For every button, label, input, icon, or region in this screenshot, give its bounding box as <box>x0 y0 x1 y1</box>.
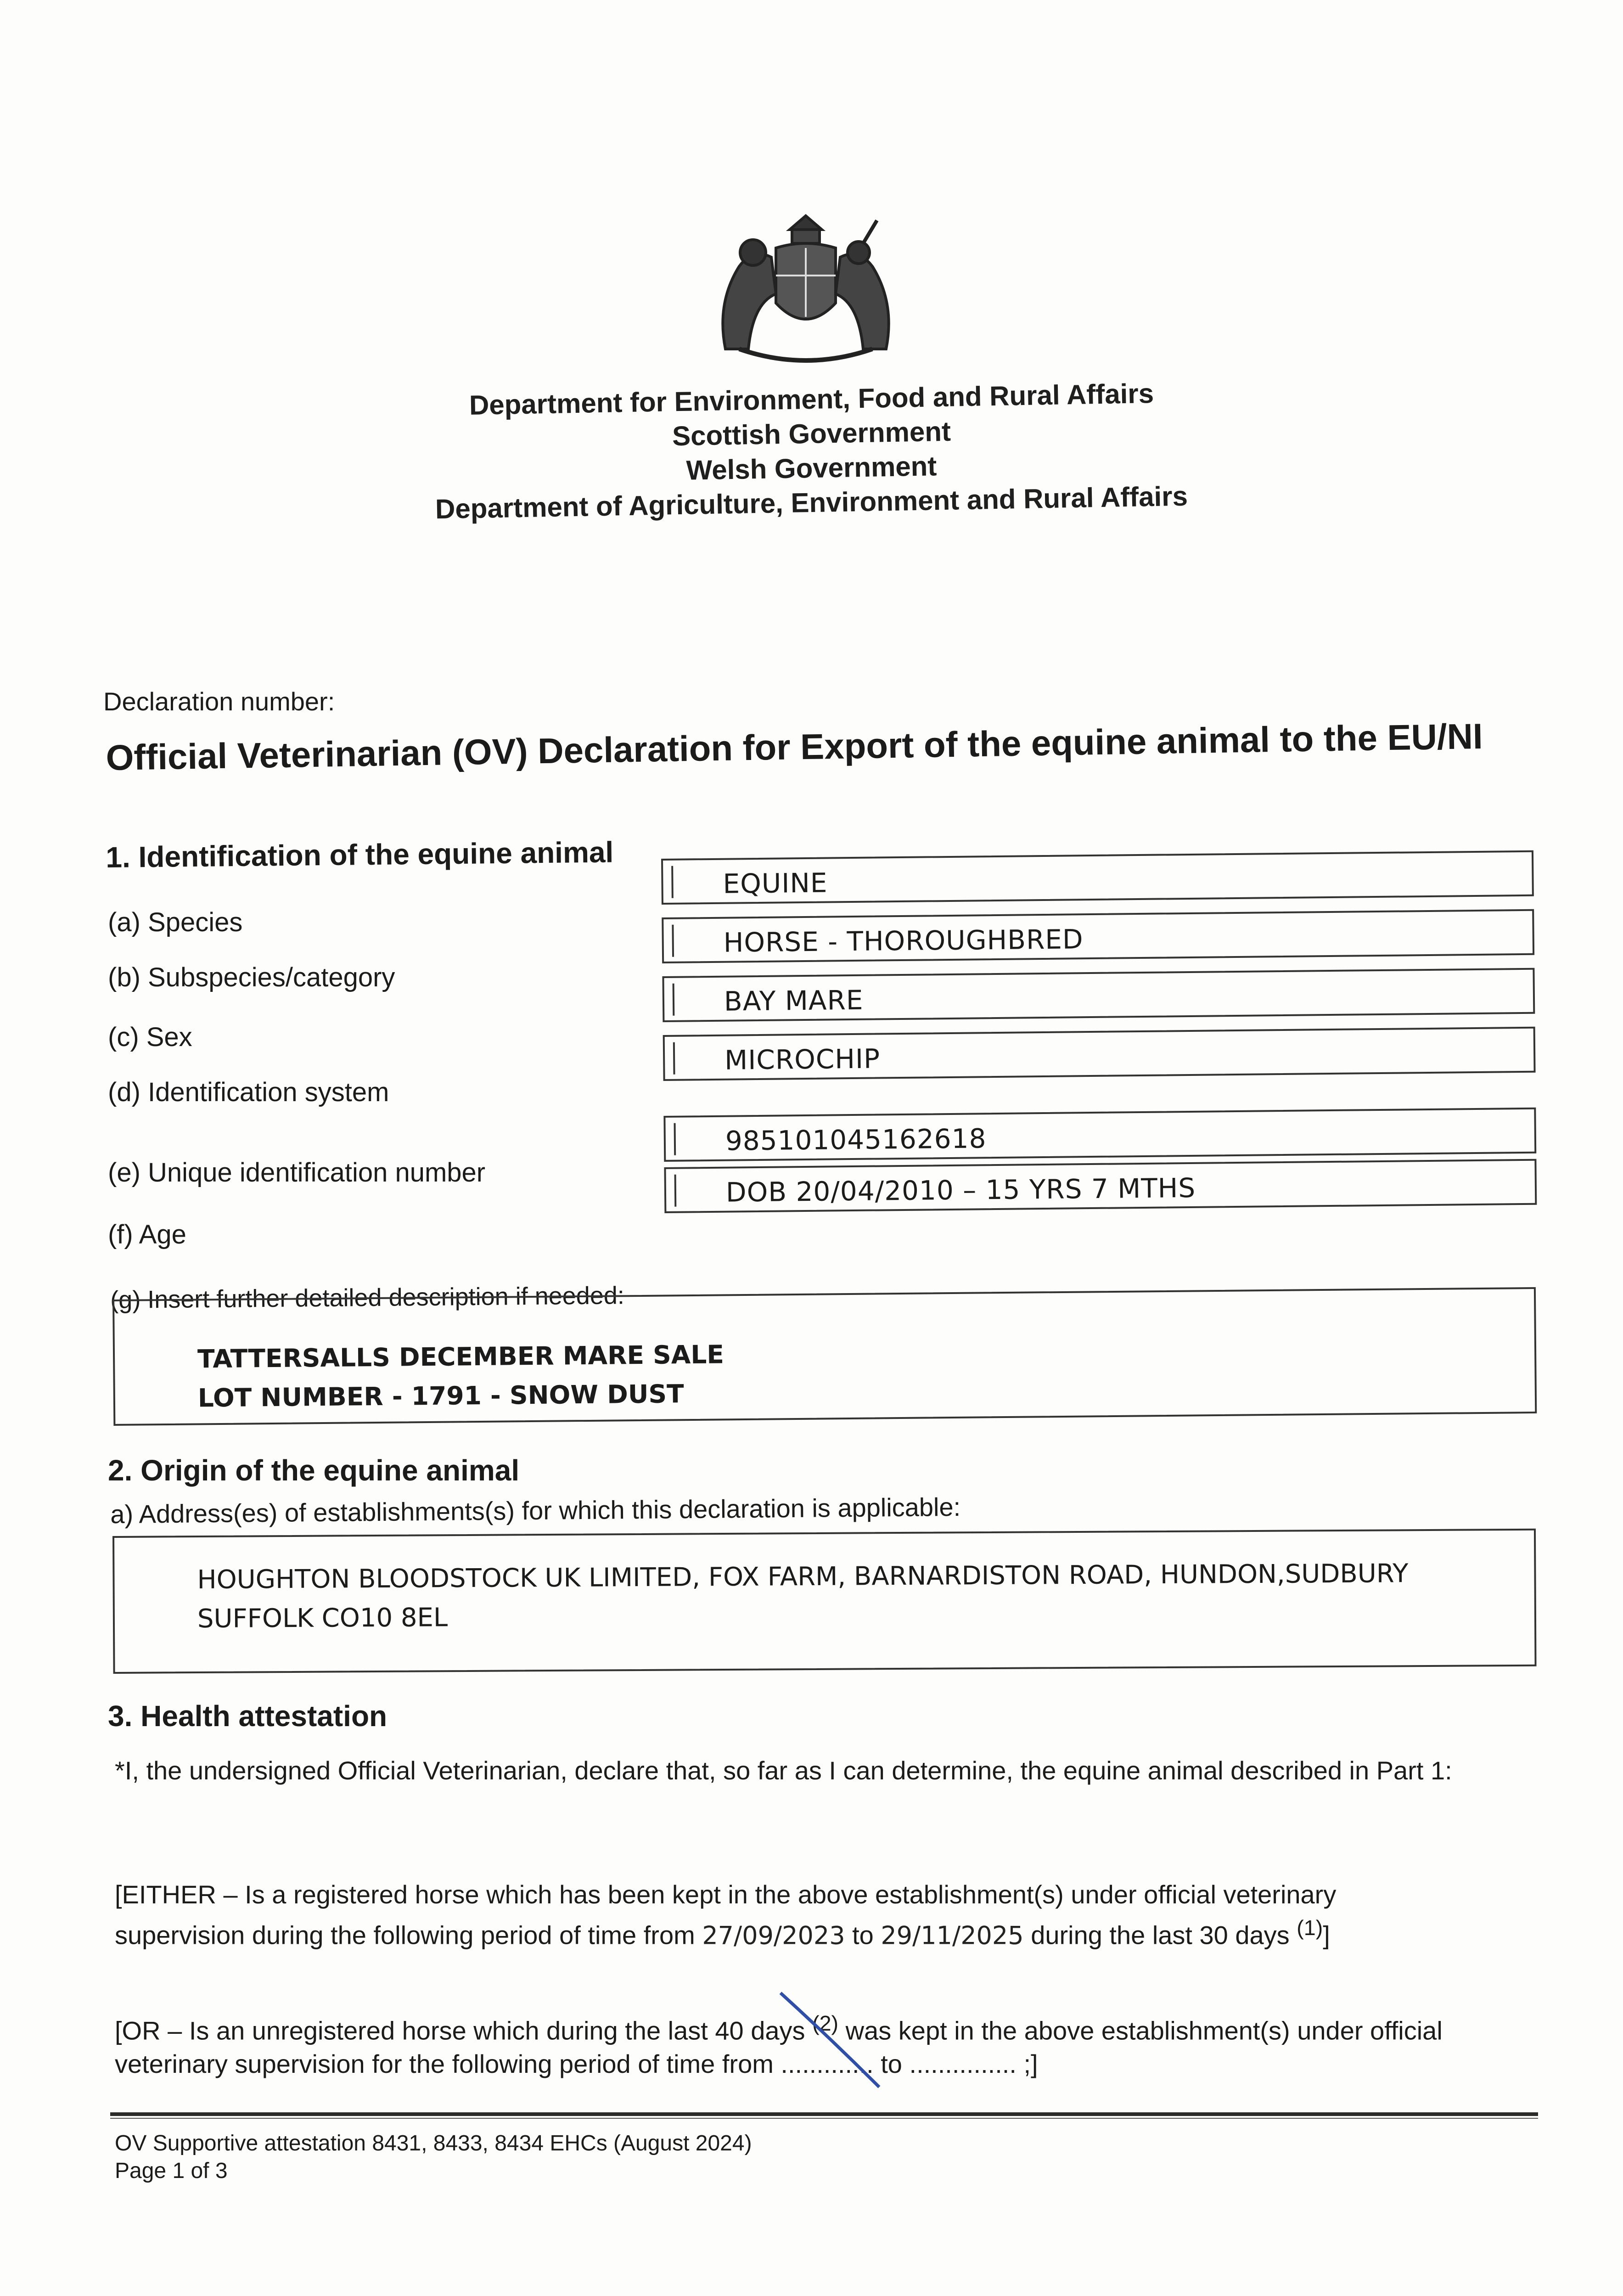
or-clause-line1: [OR – Is an unregistered horse which during the last 40 days $^{(2)}$ was kept in the above establishment(s) under official <box>115 2011 1443 2045</box>
field-label-sex: (c) Sex <box>108 1022 192 1052</box>
subspecies-value: HORSE - THOROUGHBRED <box>723 923 1084 958</box>
section-heading-health: 3. Health attestation <box>108 1699 387 1733</box>
section-heading-identification: 1. Identification of the equine animal <box>106 835 614 874</box>
page-title: Official Veterinarian (OV) Declaration for Export of the equine animal to the EU/NI <box>106 715 1483 778</box>
department-name-welsh-gov: Welsh Government <box>686 450 937 486</box>
field-label-unique-id: (e) Unique identification number <box>108 1158 486 1187</box>
department-name-defra: Department for Environment, Food and Rural Affairs <box>469 377 1154 421</box>
footer-divider <box>110 2118 1538 2119</box>
department-name-daera: Department of Agriculture, Environment and Rural Affairs <box>435 480 1188 525</box>
sex-field[interactable] <box>662 968 1535 1022</box>
either-to-date[interactable]: 29/11/2025 <box>881 1921 1024 1950</box>
age-value: DOB 20/04/2010 – 15 YRS 7 MTHS <box>725 1172 1196 1208</box>
footnote-marker: (2) <box>812 2011 839 2035</box>
identification-fields <box>661 850 1544 1254</box>
description-label: (g) Insert further detailed description if needed: <box>110 1282 625 1314</box>
field-label-identification-system: (d) Identification system <box>108 1077 389 1107</box>
address-label: a) Address(es) of establishments(s) for which this declaration is applicable: <box>110 1492 961 1529</box>
description-line: TATTERSALLS DECEMBER MARE SALE <box>197 1339 724 1374</box>
unique-id-value: 985101045162618 <box>725 1123 987 1157</box>
sex-value: BAY MARE <box>724 984 864 1017</box>
identification-system-field[interactable] <box>663 1027 1536 1081</box>
address-line: SUFFOLK CO10 8EL <box>197 1603 448 1634</box>
either-clause-line1: [EITHER – Is a registered horse which has been kept in the above establishment(s) under official veterinary <box>115 1880 1337 1909</box>
address-field[interactable] <box>112 1529 1537 1674</box>
either-clause <box>115 1878 1533 1953</box>
field-label-species: (a) Species <box>108 907 243 937</box>
description-field[interactable] <box>112 1287 1537 1426</box>
description-line: LOT NUMBER - 1791 - SNOW DUST <box>197 1379 684 1413</box>
or-clause-line2: veterinary supervision for the following period of time from ............. to ............... ;] <box>115 2049 1038 2078</box>
field-label-subspecies: (b) Subspecies/category <box>108 962 395 992</box>
address-line: HOUGHTON BLOODSTOCK UK LIMITED, FOX FARM, BARNARDISTON ROAD, HUNDON,SUDBURY <box>197 1559 1409 1595</box>
footer-divider <box>110 2112 1538 2116</box>
species-field[interactable] <box>661 850 1534 905</box>
either-clause-line2: supervision during the following period of time from 27/09/2023 to 29/11/2025 during the last 30 days $^{(1)}$] <box>115 1916 1330 1950</box>
health-intro-text: *I, the undersigned Official Veterinarian, declare that, so far as I can determine, the equine animal described in Part 1: <box>115 1756 1452 1785</box>
unique-id-field[interactable] <box>663 1108 1536 1162</box>
subspecies-field[interactable] <box>662 909 1534 963</box>
either-from-date[interactable]: 27/09/2023 <box>702 1921 845 1950</box>
declaration-number-label: Declaration number: <box>103 687 335 716</box>
species-value: EQUINE <box>723 867 828 900</box>
age-field[interactable] <box>664 1159 1537 1213</box>
field-label-age: (f) Age <box>108 1220 186 1249</box>
identification-system-value: MICROCHIP <box>724 1043 881 1076</box>
department-name-scottish-gov: Scottish Government <box>672 416 951 452</box>
footnote-marker: (1) <box>1297 1916 1323 1940</box>
royal-coat-of-arms-icon <box>698 211 914 377</box>
strikethrough-pen-mark <box>776 1988 886 2094</box>
footer-attestation-ref: OV Supportive attestation 8431, 8433, 8434 EHCs (August 2024) <box>115 2131 752 2155</box>
section-heading-origin: 2. Origin of the equine animal <box>108 1454 520 1487</box>
page-number: Page 1 of 3 <box>115 2159 228 2183</box>
